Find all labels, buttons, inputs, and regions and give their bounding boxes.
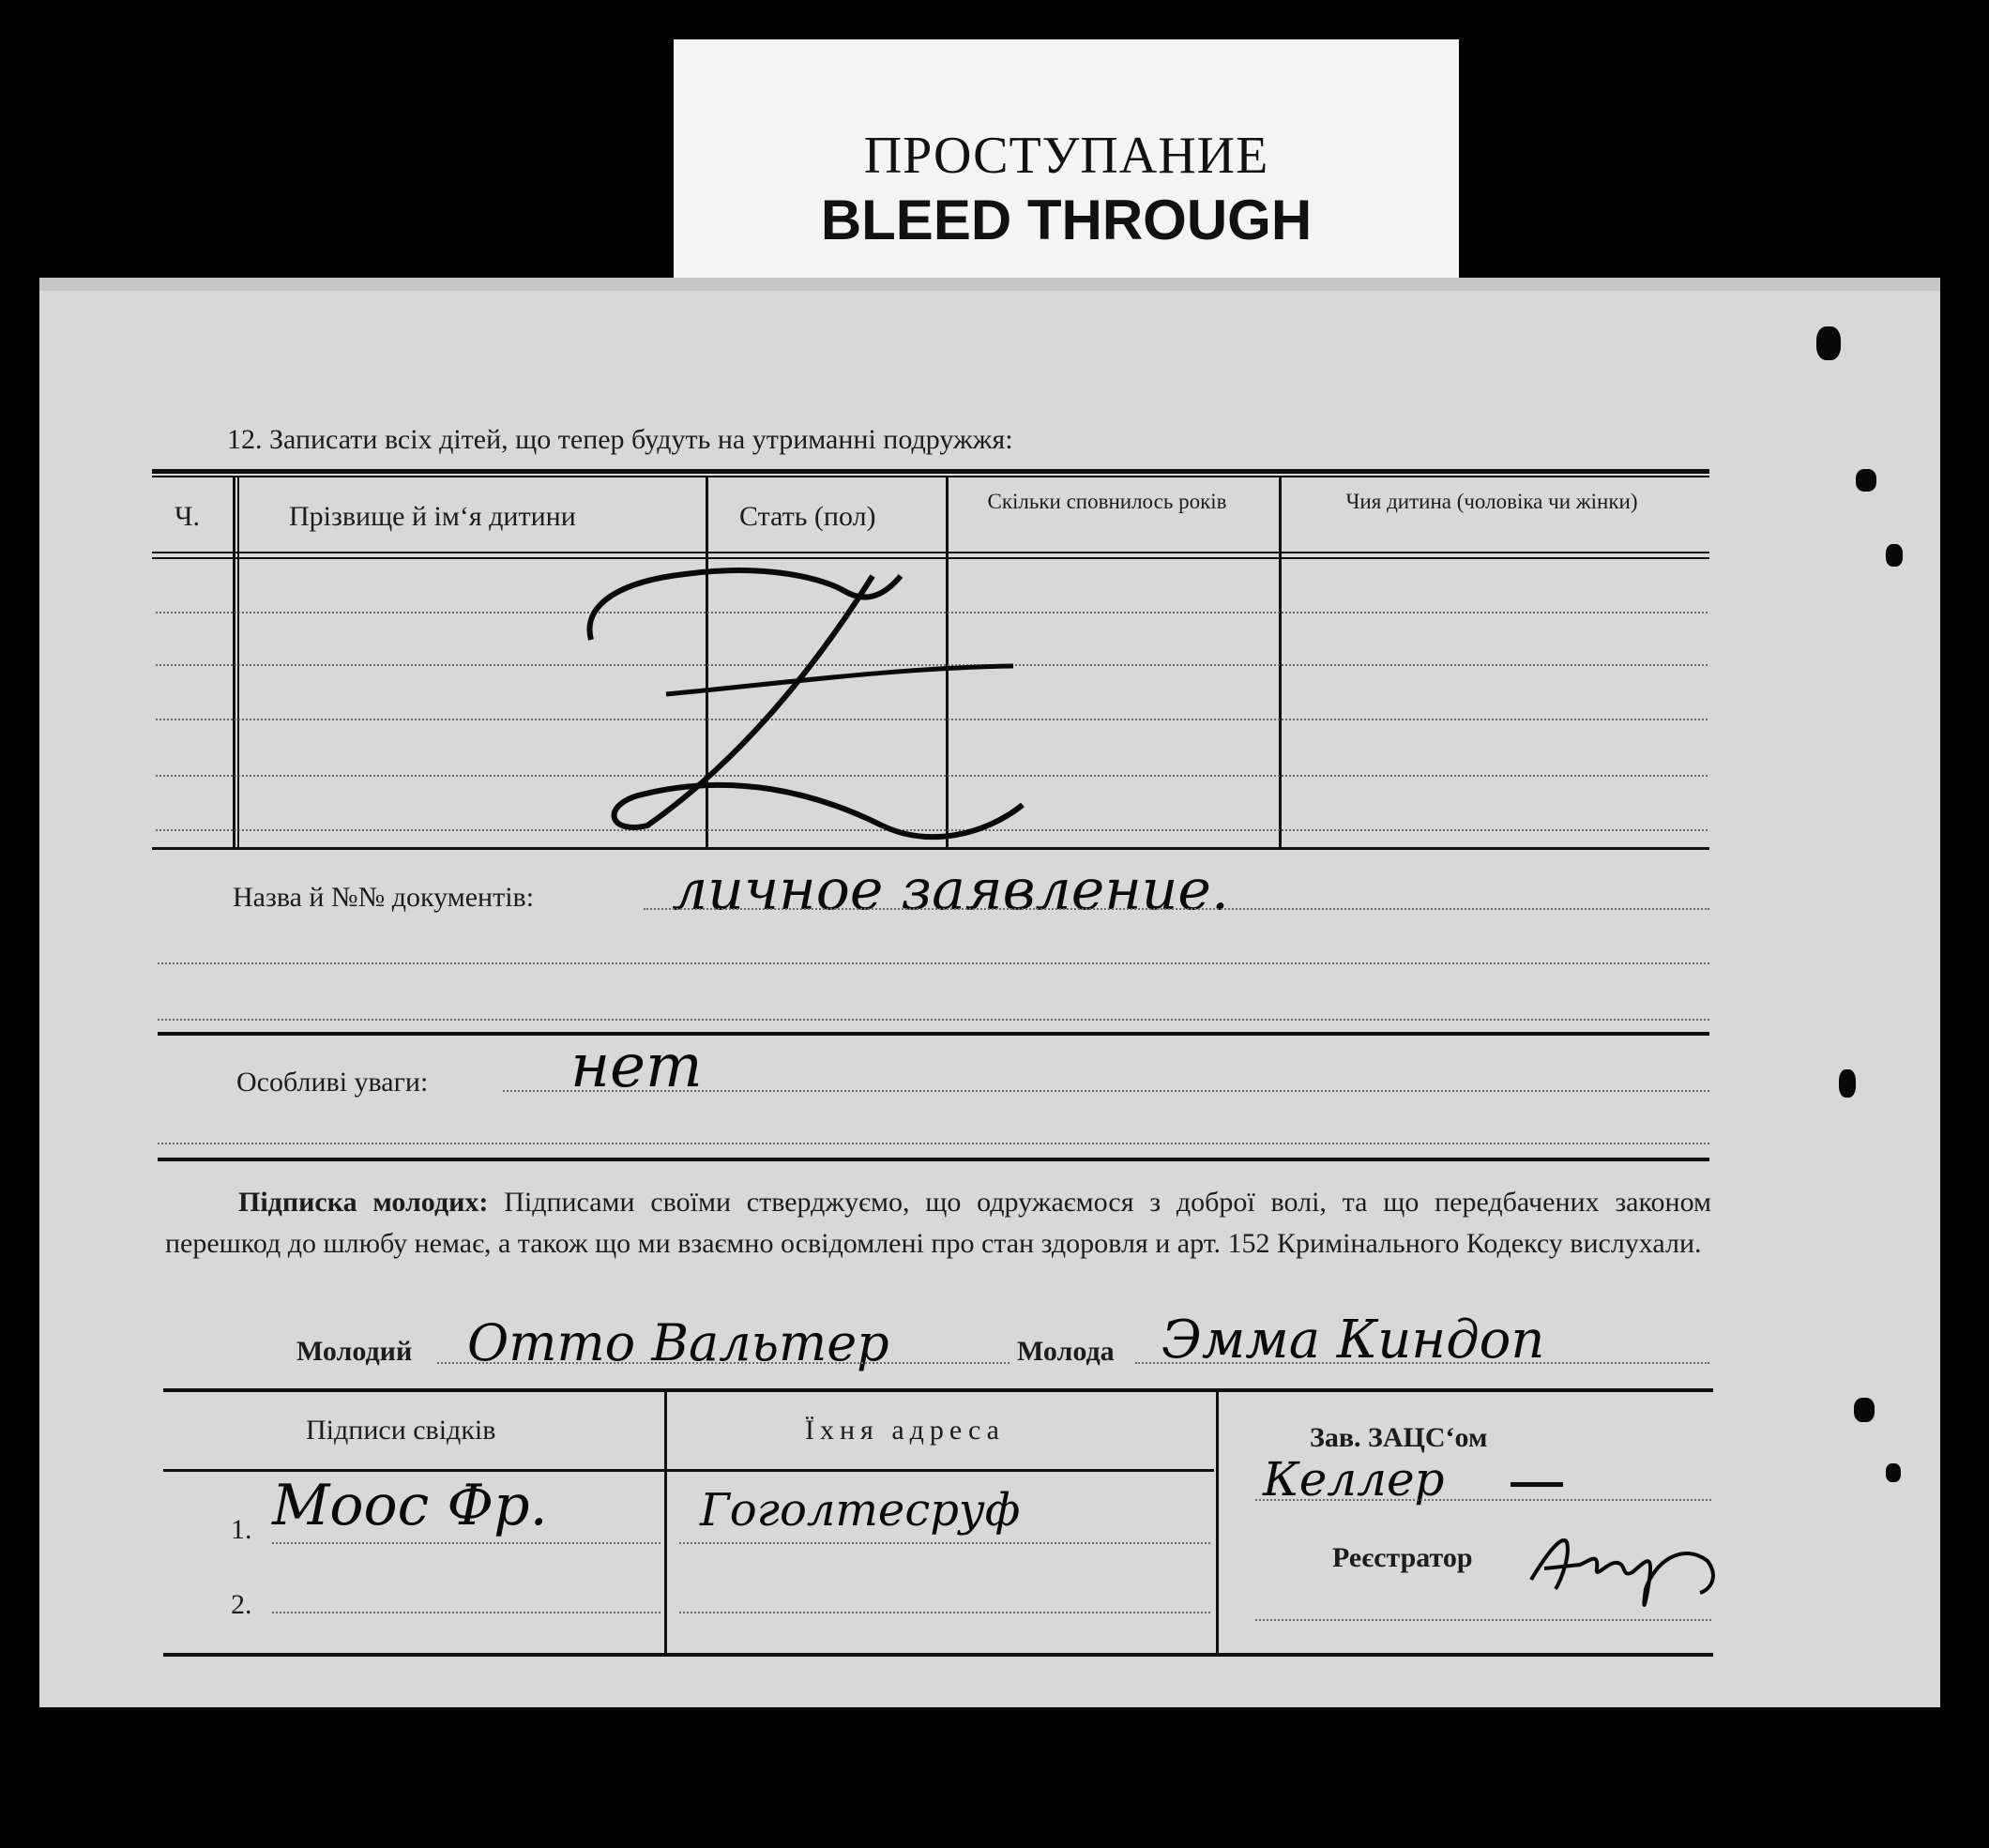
table-col-divider — [237, 476, 239, 849]
binder-hole — [1886, 1463, 1901, 1482]
label-title-en: BLEED THROUGH — [820, 189, 1313, 251]
remarks-label: Особливі уваги: — [236, 1067, 429, 1098]
binder-hole — [1856, 469, 1876, 492]
bride-dotted-line — [1135, 1362, 1709, 1364]
pledge-bold: Підписка молодих: — [238, 1187, 489, 1218]
binder-hole — [1886, 544, 1903, 567]
witness-1-number: 1. — [231, 1514, 252, 1545]
witness-dotted-line — [272, 1612, 660, 1613]
remarks-dotted-line — [503, 1090, 1709, 1092]
groom-label: Молодий — [296, 1336, 413, 1367]
header-child-name: Прізвище й ім‘я дитини — [289, 501, 576, 532]
registrar-signature — [1524, 1523, 1721, 1627]
head-signature-dash — [1511, 1482, 1563, 1487]
binder-hole — [1839, 1069, 1856, 1098]
documents-dotted-line — [158, 1019, 1709, 1021]
header-sex: Стать (пол) — [739, 501, 876, 532]
documents-rule — [158, 1032, 1709, 1036]
header-whose-child: Чия дитина (чоловіка чи жінки) — [1345, 490, 1638, 513]
section-12-title: 12. Записати всіх дітей, що тепер будуть на утриманні подружжя: — [227, 424, 1013, 455]
documents-label: Назва й №№ документів: — [233, 882, 535, 913]
binder-hole — [1816, 326, 1841, 360]
sheet-top-edge — [39, 278, 1940, 291]
bride-label: Молода — [1017, 1336, 1115, 1367]
table-col-divider — [1279, 476, 1282, 849]
z-strike-mark — [582, 553, 1126, 854]
witness-1-address-handwritten: Гоголтесруф — [700, 1484, 1021, 1537]
documents-dotted-line — [644, 908, 1709, 910]
table-top-rule — [152, 469, 1709, 474]
binder-hole — [1854, 1398, 1875, 1422]
address-header: Їхня адреса — [805, 1415, 1005, 1446]
header-age: Скільки сповнилось років — [987, 490, 1227, 513]
witnesses-bottom-rule — [163, 1653, 1713, 1657]
witness-1-handwritten: Моос Фр. — [272, 1473, 548, 1538]
witnesses-col-divider — [1216, 1392, 1219, 1655]
witness-dotted-line — [679, 1542, 1210, 1544]
remarks-rule — [158, 1158, 1709, 1161]
pledge-paragraph — [165, 1182, 1711, 1265]
archival-label — [674, 39, 1459, 285]
registrar-label: Реєстратор — [1332, 1542, 1473, 1573]
groom-dotted-line — [437, 1362, 1010, 1364]
documents-handwritten: личное заявление. — [672, 857, 1229, 923]
header-no: Ч. — [175, 501, 200, 532]
head-of-registry-label: Зав. ЗАЦС‘ом — [1310, 1422, 1488, 1453]
documents-dotted-line — [158, 962, 1709, 964]
remarks-handwritten: нет — [570, 1032, 703, 1101]
witnesses-col-divider — [664, 1392, 667, 1655]
groom-handwritten: Отто Вальтер — [467, 1313, 889, 1372]
witnesses-top-rule — [163, 1388, 1713, 1392]
table-top-rule-thin — [152, 476, 1709, 477]
head-dotted-line — [1255, 1499, 1711, 1501]
witnesses-header-rule — [163, 1469, 1214, 1472]
pledge-text: Підписами своїми стверджуємо, що одружаємося з доброї волі, та що передбачених законом перешкод до шлюбу немає, а також що ми взаємно освідомлені про стан здоровля и арт. 152 Кримінального Кодексу вислухали. — [165, 1187, 1712, 1259]
witnesses-header: Підписи свідків — [306, 1415, 496, 1446]
witness-dotted-line — [272, 1542, 660, 1544]
table-col-divider — [233, 476, 235, 849]
bride-handwritten: Эмма Киндоп — [1162, 1310, 1545, 1371]
label-title-ru: ПРОСТУПАНИЕ — [863, 127, 1269, 185]
witness-2-number: 2. — [231, 1589, 252, 1620]
witness-dotted-line — [679, 1612, 1210, 1613]
registrar-dotted-line — [1255, 1619, 1711, 1621]
remarks-dotted-line — [158, 1143, 1709, 1144]
head-handwritten: Келлер — [1263, 1452, 1445, 1507]
